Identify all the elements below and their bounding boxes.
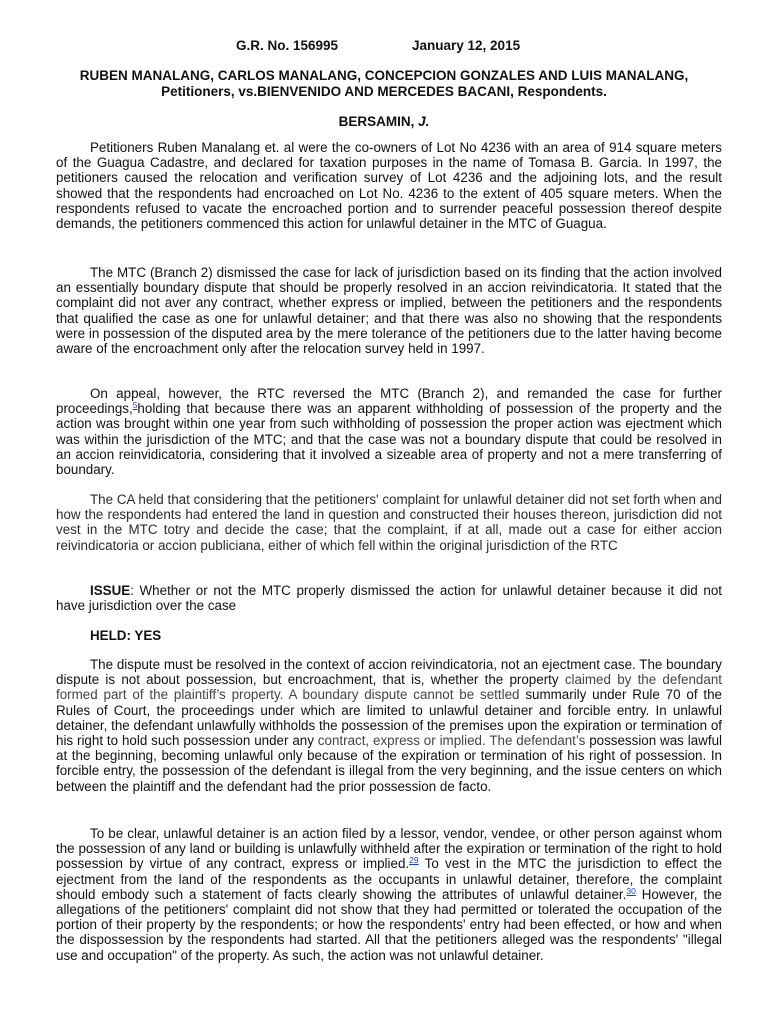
p7-text-b: To vest in the MTC the jurisdiction to effect the ejectment from the land of the respondents as the occupants in unlawful detainer, therefore, the complaint should embody such a statement of facts clearly showing the attributes of unlawful detainer. — [56, 856, 722, 902]
p7-text-c: However, the allegations of the petitioners' complaint did not show that they had permitted or tolerated the occupation of the portion of their property by the respondents; or how the respondents' entry had been effected, or how and when the dispossession by the respondents had started. All that the petitioners alleged was the respondents' "illegal use and occupation" of the property. As such, the action was not unlawful detainer. — [56, 886, 722, 963]
case-number: G.R. No. 156995 — [236, 38, 339, 53]
issue-text: : Whether or not the MTC properly dismissed the action for unlawful detainer because it did not have jurisdiction over the case — [56, 583, 722, 614]
paragraph-issue — [56, 583, 722, 613]
footnote-link-30[interactable]: 30 — [626, 885, 636, 896]
ponente-name: BERSAMIN, — [338, 114, 419, 129]
paragraph-mtc-ruling: The MTC (Branch 2) dismissed the case for lack of jurisdiction based on its finding that the action involved an essentially boundary dispute that should be properly resolved in an accion reivindicatoria. It stated that the complaint did not aver any contract, whether express or implied, between the petitioners and the respondents that qualified the case as one for unlawful detainer; and that there was also no showing that the respondents were in possession of the disputed area by the mere tolerance of the petitioners due to the latter having become aware of the encroachment only after the relocation survey held in 1997. — [56, 265, 722, 357]
p6-text-d: contract, express or implied. The defendant’s — [317, 733, 586, 749]
p7-text-a: To be clear, unlawful detainer is an action filed by a lessor, vendor, vendee, or other person against whom the possession of any land or building is unlawfully withheld after the expiration or termination of the right to hold possession by virtue of any contract, express or implied. — [56, 826, 722, 872]
held-heading: HELD: YES — [90, 628, 162, 643]
paragraph-facts: Petitioners Ruben Manalang et. al were the co-owners of Lot No 4236 with an area of 914 square meters of the Guagua Cadastre, and declared for taxation purposes in the name of Tomasa B. Garcia. In 1997, the petitioners caused the relocation and verification survey of Lot 4236 and the adjoining lots, and the result showed that the respondents had encroached on Lot No. 4236 to the extent of 405 square meters. When the respondents refused to vacate the encroached portion and to surrender peaceful possession thereof despite demands, the petitioners commenced this action for unlawful detainer in the MTC of Guagua. — [56, 140, 722, 232]
p6-text-a: The dispute must be resolved in the context of accion reivindicatoria, not an ejectment case. The boundary dispute is not about possession, but encroachment, that is, whether the property — [56, 657, 722, 688]
decision-date: January 12, 2015 — [412, 38, 521, 53]
ponente-suffix: J. — [418, 114, 430, 129]
p6-text-e: possession was lawful at the beginning, becoming unlawful only because of the expiration or termination of his right of possession. In forcible entry, the possession of the defendant is illegal from the very beginning, and the issue centers on which between the plaintiff and the defendant had the prior possession de facto. — [56, 733, 722, 794]
p3-text-a: On appeal, however, the RTC reversed the MTC (Branch 2), and remanded the case for further proceedings, — [56, 386, 722, 417]
ponente — [0, 114, 768, 129]
paragraph-held-discussion — [56, 657, 722, 794]
p6-text-c: summarily under Rule 70 of the Rules of Court, the proceedings under which are limited to unlawful detainer and forcible entry. In unlawful detainer, the defendant unlawfully withholds the possession of the premises upon the expiration or termination of his right to hold such possession under any — [56, 687, 723, 749]
paragraph-unlawful-detainer — [56, 826, 722, 963]
paragraph-ca-ruling: The CA held that considering that the petitioners' complaint for unlawful detainer did not set forth when and how the respondents had entered the land in question and constructed their houses thereon, jurisdiction did not vest in the MTC totry and decide the case; that the complaint, if at all, made out a case for either accion reivindicatoria or accion publiciana, either of which fell within the original jurisdiction of the RTC — [56, 492, 722, 553]
issue-label: ISSUE — [90, 583, 131, 598]
p6-text-b: claimed by the defendant formed part of the plaintiff’s property. A boundary dispute cannot be settled — [56, 672, 722, 703]
paragraph-rtc-ruling — [56, 386, 722, 477]
footnote-link-29[interactable]: 29 — [409, 855, 419, 866]
footnote-link-5[interactable]: 5 — [132, 400, 138, 411]
p3-text-b: holding that because there was an apparent withholding of possession of the property and the action was brought within one year from such withholding of possession the proper action was ejectment which was within the jurisdiction of the MTC; and that the case was not a boundary dispute that could be resolved in an accion reinvidicatoria, considering that it involved a sizeable area of property and not a mere transferring of boundary. — [56, 401, 722, 478]
case-parties: RUBEN MANALANG, CARLOS MANALANG, CONCEPCION GONZALES AND LUIS MANALANG, Petitioners, vs.BIENVENIDO AND MERCEDES BACANI, Respondents. — [79, 68, 689, 99]
